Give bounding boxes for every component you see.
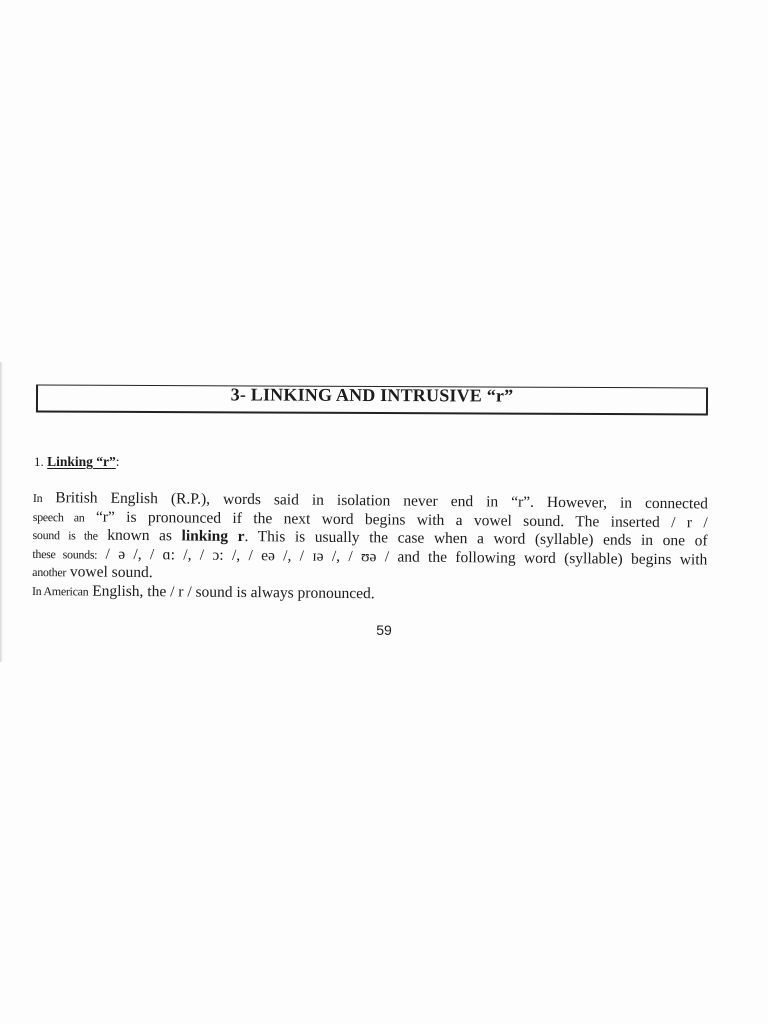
- term-linking-r: linking r: [181, 527, 245, 546]
- line-text: / ə /, / ɑ: /, / ɔ: /, / eə /, / ɪə /, / ʊə / and the following word (syllable) begins with: [97, 545, 708, 568]
- line-text: known as: [97, 526, 182, 545]
- section-number: 1.: [34, 454, 44, 469]
- line-text: . This is usually the case when a word (syllable) ends in one of: [244, 528, 708, 550]
- section-label: Linking “r”: [47, 454, 116, 469]
- page-title: 3- LINKING AND INTRUSIVE “r”: [230, 384, 514, 406]
- line-lead: these sounds:: [32, 546, 98, 562]
- line-lead: In: [32, 490, 43, 506]
- paragraph-british: [32, 489, 708, 588]
- line-text: British English (R.P.), words said in isolation never end in “r”. However, in connected: [42, 489, 708, 513]
- line-lead: In American: [31, 583, 89, 599]
- section-suffix: :: [115, 454, 120, 469]
- page-number: 59: [376, 622, 392, 638]
- page-edge-shadow: [0, 362, 3, 662]
- line-text: vowel sound.: [66, 563, 153, 582]
- line-lead: speech an: [32, 509, 85, 524]
- line-text: “r” is pronounced if the next word begins with a vowel sound. The inserted / r /: [84, 507, 708, 531]
- body-text: [32, 489, 708, 606]
- section-title-box: [36, 385, 708, 416]
- line-text: English, the / r / sound is always pronounced.: [88, 582, 375, 602]
- line-lead: another: [32, 564, 67, 580]
- line-lead: sound is the: [32, 527, 98, 543]
- section-heading: [34, 454, 120, 470]
